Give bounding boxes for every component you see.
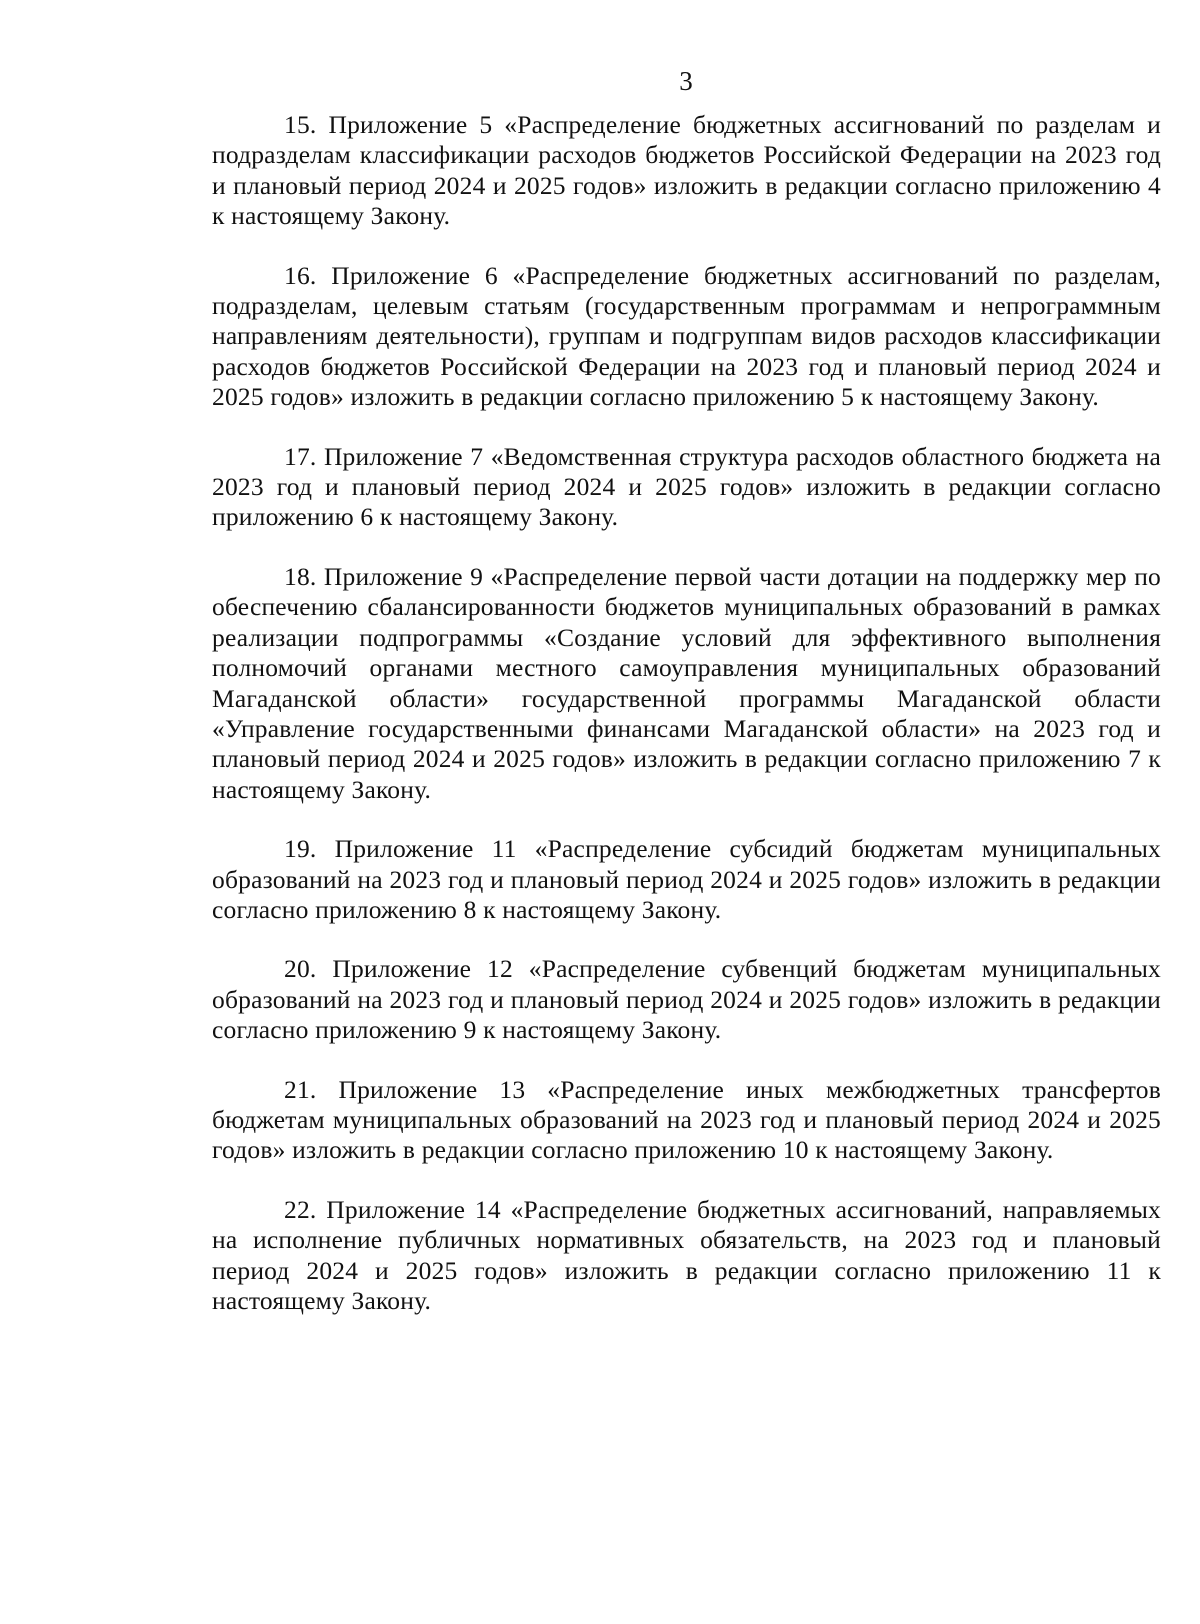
- document-body: [212, 110, 1161, 1345]
- paragraph-19: 19. Приложение 11 «Распределение субсидий бюджетам муниципальных образований на 2023 год и плановый период 2024 и 2025 годов» изложить в редакции согласно приложению 8 к настоящему Закону.: [212, 834, 1161, 924]
- page-number: 3: [679, 66, 693, 96]
- paragraph-21: 21. Приложение 13 «Распределение иных межбюджетных трансфертов бюджетам муниципальных образований на 2023 год и плановый период 2024 и 2025 годов» изложить в редакции согласно приложению 10 к настоящему Закону.: [212, 1074, 1161, 1165]
- paragraph-18: 18. Приложение 9 «Распределение первой части дотации на поддержку мер по обеспечению сбалансированности бюджетов муниципальных образований в рамках реализации подпрограммы «Создание условий для эффективного выполнения полномочий органами местного самоуправления муниципальных образований Магаданской области» государственной программы Магаданской области «Управление государственными финансами Магаданской области» на 2023 год и плановый период 2024 и 2025 годов» изложить в редакции согласно приложению 7 к настоящему Закону.: [212, 561, 1161, 804]
- paragraph-22: 22. Приложение 14 «Распределение бюджетных ассигнований, направляемых на исполнение публичных нормативных обязательств, на 2023 год и плановый период 2024 и 2025 годов» изложить в редакции согласно приложению 11 к настоящему Закону.: [212, 1194, 1161, 1315]
- paragraph-17: 17. Приложение 7 «Ведомственная структура расходов областного бюджета на 2023 год и плановый период 2024 и 2025 годов» изложить в редакции согласно приложению 6 к настоящему Закону.: [212, 441, 1161, 532]
- paragraph-16: 16. Приложение 6 «Распределение бюджетных ассигнований по разделам, подразделам, целевым статьям (государственным программам и непрограммным направлениям деятельности), группам и подгруппам видов расходов классификации расходов бюджетов Российской Федерации на 2023 год и плановый период 2024 и 2025 годов» изложить в редакции согласно приложению 5 к настоящему Закону.: [212, 260, 1161, 412]
- paragraph-20: 20. Приложение 12 «Распределение субвенций бюджетам муниципальных образований на 2023 год и плановый период 2024 и 2025 годов» изложить в редакции согласно приложению 9 к настоящему Закону.: [212, 954, 1161, 1045]
- paragraph-15: 15. Приложение 5 «Распределение бюджетных ассигнований по разделам и подразделам классификации расходов бюджетов Российской Федерации на 2023 год и плановый период 2024 и 2025 годов» изложить в редакции согласно приложению 4 к настоящему Закону.: [212, 110, 1161, 231]
